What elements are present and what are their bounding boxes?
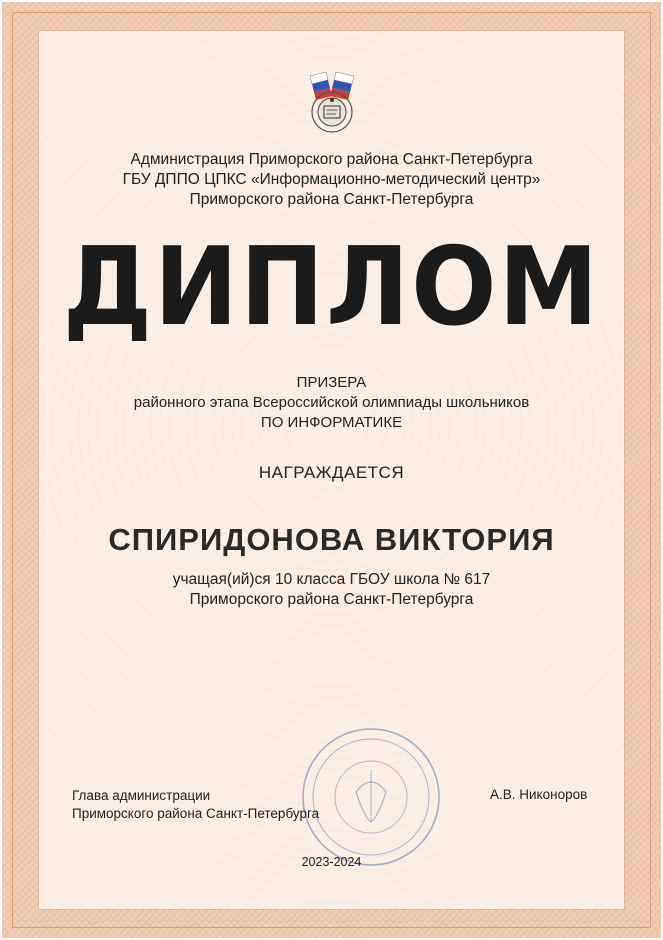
diploma-degree: ПРИЗЕРА [296, 374, 367, 391]
emblem-flag [310, 72, 354, 100]
recipient-description-2: Приморского района Санкт-Петербурга [189, 591, 474, 608]
diploma-event: районного этапа Всероссийской олимпиады школьников [133, 394, 530, 411]
org-line-1: Администрация Приморского района Санкт-Петербурга [130, 151, 533, 168]
signatory-position-line-2: Приморского района Санкт-Петербурга [72, 806, 320, 821]
signatory-position-line-1: Глава администрации [72, 788, 211, 803]
olympiad-emblem-icon [292, 64, 372, 136]
signatory-name: А.В. Никоноров [490, 787, 588, 802]
awarded-label: НАГРАЖДАЕТСЯ [258, 463, 405, 482]
recipient-name: СПИРИДОНОВА ВИКТОРИЯ [108, 522, 555, 557]
recipient-description-1: учащая(ий)ся 10 класса ГБОУ школа № 617 [172, 571, 491, 588]
academic-year: 2023-2024 [301, 855, 362, 869]
org-line-3: Приморского района Санкт-Петербурга [189, 191, 474, 208]
diploma-title: ДИПЛОМ [62, 225, 601, 350]
org-line-2: ГБУ ДППО ЦПКС «Информационно-методический центр» [122, 171, 541, 188]
diploma-subject: ПО ИНФОРМАТИКЕ [260, 414, 403, 431]
signatory-position [72, 787, 319, 823]
